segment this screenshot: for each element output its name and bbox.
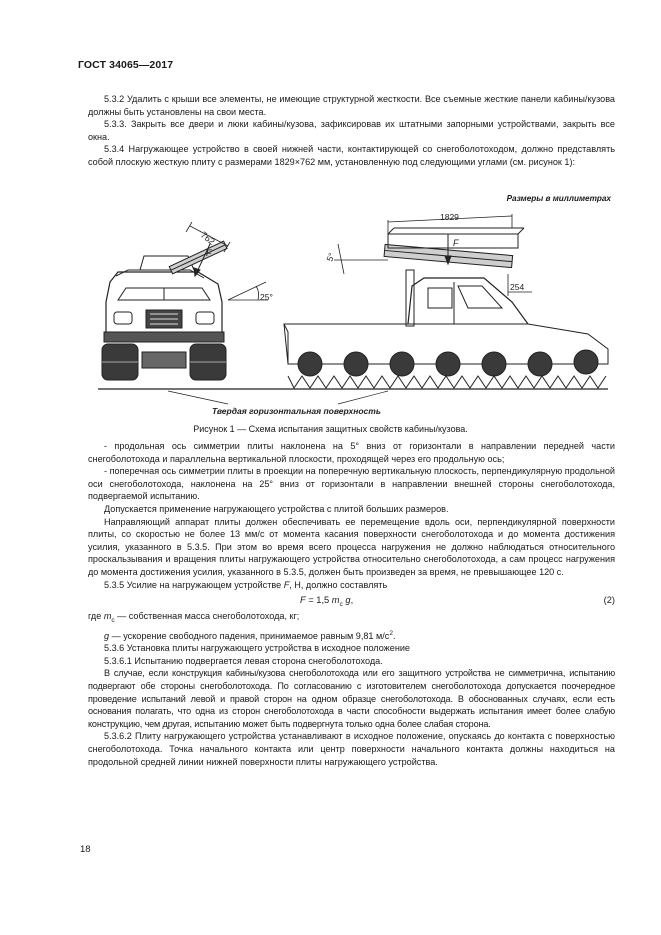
paragraph-5-3-6: 5.3.6 Установка плиты нагружающего устройства в исходное положение [104,643,410,654]
paragraph-5-3-6-1: 5.3.6.1 Испытанию подвергается левая сторона снегоболотохода. [104,655,383,666]
document-header: ГОСТ 34065—2017 [78,59,174,71]
units-note: Размеры в миллиметрах [506,194,611,203]
dim-762-label: 762 [198,229,217,247]
where-mass: где $m_c$ — собственная масса снегоболотохода, кг; [88,611,300,624]
dim-254-label: 254 [510,282,525,292]
formula-2 [88,594,615,608]
paragraph-5-3-6-2: 5.3.6.2 Плиту нагружающего устройства устанавливают в исходное положение, опускаясь до контакта с поверхностью снегоболотохода. Точка начального контакта или центр поверхности начального контакта должны находиться на продольной средней линии нижней поверхности плиты нагружающего устройства. [88,731,615,767]
figure-caption: Рисунок 1 — Схема испытания защитных свойств кабины/кузова. [193,424,468,434]
intro-text [88,93,615,169]
front-view [102,222,268,380]
surface-label: Твердая горизонтальная поверхность [212,406,381,416]
page-number: 18 [80,844,91,855]
angle-5-label: 5° [324,251,337,263]
figure-1-diagram [88,204,618,422]
where-gravity: g — ускорение свободного падения, принимаемое равным 9,81 $м/с^2$. [104,629,396,641]
side-force-label: F [453,238,459,248]
paragraph-5-3-3: 5.3.3. Закрыть все двери и люки кабины/кузова, зафиксировав их штатными запорными устройствами, закрыть все окна. [88,119,615,142]
front-force-label: F [206,248,212,258]
side-view [284,214,608,388]
paragraph-guide-device: Направляющий аппарат плиты должен обеспечивать ее перемещение вдоль оси, перпендикулярной поверхности плиты, со скоростью не более 13 мм/с от момента касания поверхности снегоболотохода и до момента достижения усилия, указанного в 5.3.5. При этом во время всего процесса нагружения не должно наблюдаться относительного проскальзывания и вращения плиты нагружающего устройства относительно снегоболотохода, а сам процесс нагружения до момента достижения усилия, указанного в 5.3.5, должен быть произведен за время, не превышающее 120 с. [88,516,615,577]
paragraph-larger-plate: Допускается применение нагружающего устройства с плитой больших размеров. [104,503,449,514]
bullet-transverse-axis: - поперечная ось симметрии плиты в проекции на поперечную вертикальную плоскость, перпендикулярную продольной оси снегоболотохода, наклонена на 25° вниз от горизонтали в направлении внешней стороны снегоболотохода, подвергаемой испытанию. [88,466,615,502]
paragraph-5-3-2: 5.3.2 Удалить с крыши все элементы, не имеющие структурной жесткости. Все съемные жесткие панели кабины/кузова должны быть установлены на свои места. [88,94,615,117]
main-text [88,440,615,768]
paragraph-asymmetric-case: В случае, если конструкция кабины/кузова снегоболотохода или его защитного устройства не симметрична, испытанию подвергают обе стороны снегоболотохода. По согласованию с изготовителем снегоболотохода допускается поочередное проведение испытаний левой и правой сторон на одном образце снегоболотохода. В обоснованных случаях, если есть основания полагать, что одна из сторон снегоболотохода в части способности выдержать испытания имеет более слабую конструкцию, чем другая, испытанию может быть подвергнута только одна более слабая сторона. [88,668,615,729]
formula-expression: F = 1,5 $m_c$ g, [300,595,354,608]
paragraph-5-3-4: 5.3.4 Нагружающее устройство в своей нижней части, контактирующей со снегоболотоходом, должно представлять собой плоскую жесткую плиту с размерами 1829×762 мм, установленную под следующими углами (см. рисунок 1): [88,144,615,167]
paragraph-5-3-5: 5.3.5 Усилие на нагружающем устройстве F, Н, должно составлять [104,579,388,590]
dim-1829-label: 1829 [440,212,459,222]
bullet-longitudinal-axis: - продольная ось симметрии плиты наклонена на 5° вниз от горизонтали в направлении передней части снегоболотохода и параллельна вертикальной плоскости, проходящей через его продольную ось; [88,441,615,464]
angle-25-label: 25° [260,292,273,302]
formula-number: (2) [603,595,615,606]
